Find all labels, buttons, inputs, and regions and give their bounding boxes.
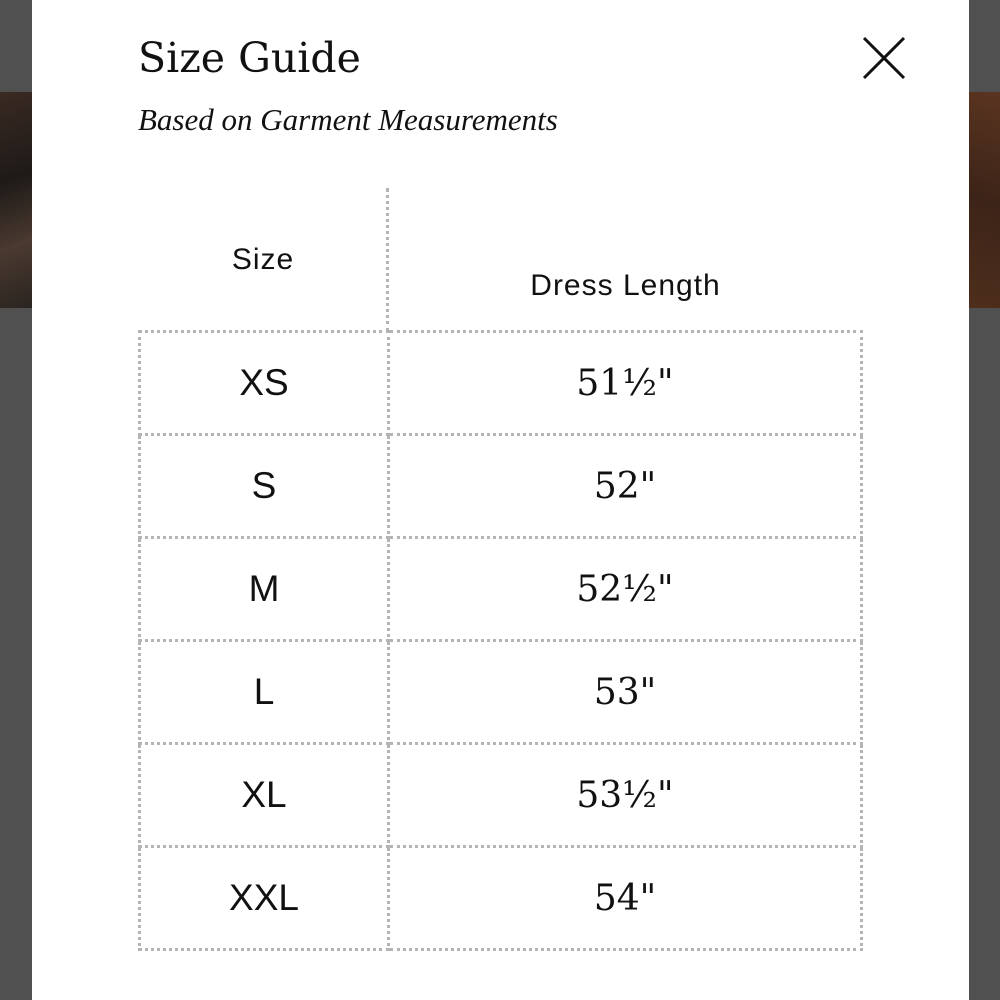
size-cell: S: [140, 435, 389, 538]
header-divider: [386, 188, 389, 332]
size-guide-modal: [32, 0, 969, 1000]
length-cell: 52½": [389, 538, 862, 641]
length-cell: 52": [389, 435, 862, 538]
close-button[interactable]: [858, 32, 910, 84]
length-cell: 54": [389, 847, 862, 950]
table-row: [140, 641, 862, 744]
size-cell: M: [140, 538, 389, 641]
table-row: [140, 332, 862, 435]
header-dress-length: Dress Length: [530, 269, 721, 302]
table-row: [140, 744, 862, 847]
length-cell: 51½": [389, 332, 862, 435]
length-cell: 53½": [389, 744, 862, 847]
header-size: Size: [231, 243, 295, 276]
modal-subtitle: Based on Garment Measurements: [138, 102, 558, 137]
size-cell: XS: [140, 332, 389, 435]
table-row: [140, 538, 862, 641]
close-icon: [858, 32, 910, 84]
length-cell: 53": [389, 641, 862, 744]
table-row: [140, 435, 862, 538]
size-table: [138, 330, 863, 951]
backdrop-product-image-left: [0, 92, 34, 308]
size-cell: XXL: [140, 847, 389, 950]
size-cell: L: [140, 641, 389, 744]
backdrop-product-image-right: [968, 92, 1000, 308]
table-row: [140, 847, 862, 950]
size-cell: XL: [140, 744, 389, 847]
modal-title: Size Guide: [138, 34, 361, 82]
